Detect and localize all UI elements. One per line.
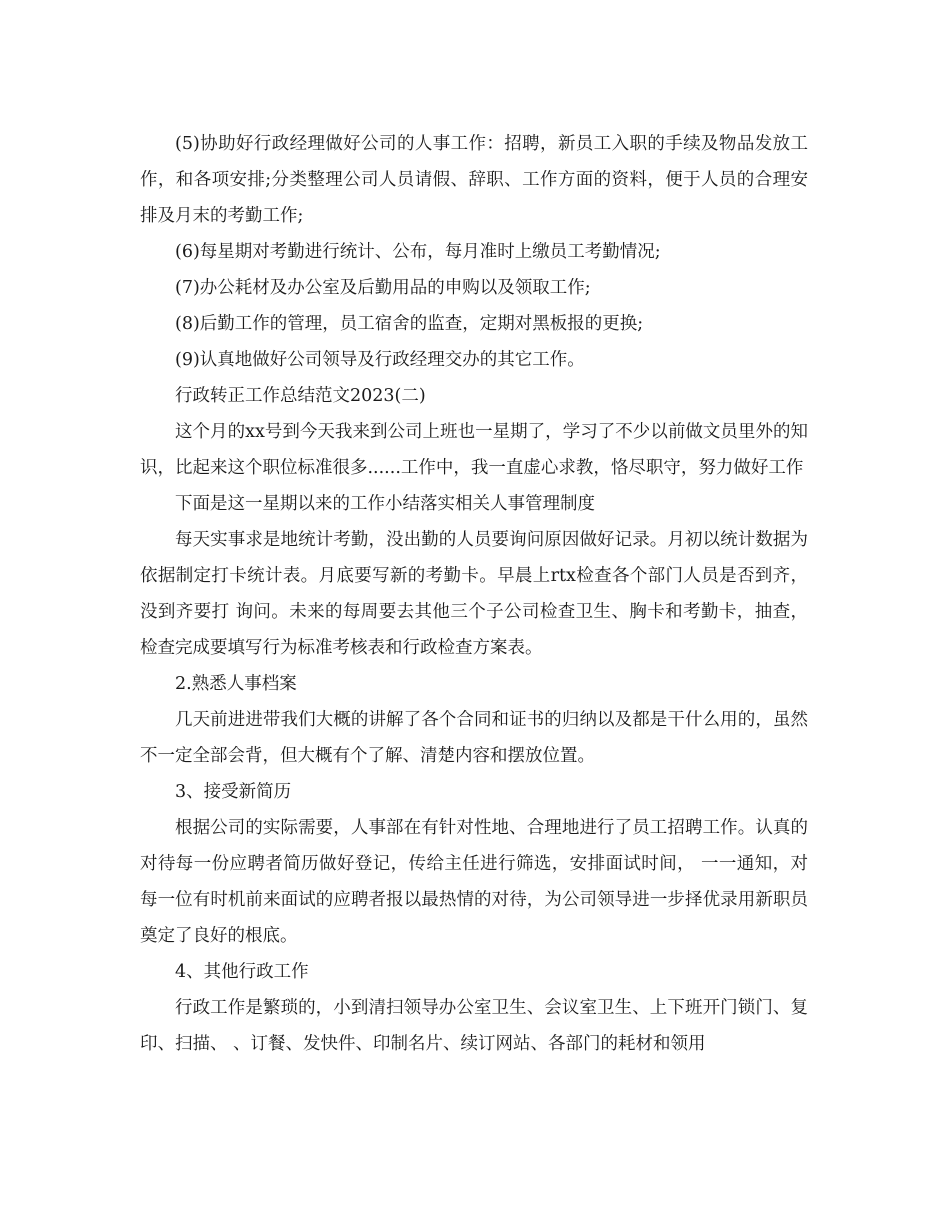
- paragraph-item-6: (6)每星期对考勤进行统计、公布，每月准时上缴员工考勤情况;: [175, 242, 661, 262]
- subheading-personnel-files: 2.熟悉人事档案: [175, 674, 297, 694]
- paragraph-summary-lead: 下面是这一星期以来的工作小结落实相关人事管理制度: [175, 494, 595, 514]
- paragraph-item-7: (7)办公耗材及办公室及后勤用品的申购以及领取工作;: [175, 278, 591, 298]
- paragraph-intro: 这个月的xx号到今天我来到公司上班也一星期了，学习了不少以前做文员里外的知识，比起来这个职位标准很多......工作中，我一直虚心求教，恪尽职守，努力做好工作: [140, 422, 808, 478]
- paragraph-item-5: (5)协助好行政经理做好公司的人事工作：招聘，新员工入职的手续及物品发放工作，和各项安排;分类整理公司人员请假、辞职、工作方面的资料，便于人员的合理安排及月末的考勤工作;: [140, 134, 808, 226]
- subheading-resumes: 3、接受新简历: [175, 782, 292, 802]
- paragraph-item-9: (9)认真地做好公司领导及行政经理交办的其它工作。: [175, 350, 585, 370]
- paragraph-item-8: (8)后勤工作的管理，员工宿舍的监查，定期对黑板报的更换;: [175, 314, 644, 334]
- paragraph-attendance: 每天实事求是地统计考勤，没出勤的人员要询问原因做好记录。月初以统计数据为依据制定打卡统计表。月底要写新的考勤卡。早晨上rtx检查各个部门人员是否到齐，没到齐要打 询问。未来的每周要去其他三个子公司检查卫生、胸卡和考勤卡，抽查，检查完成要填写行为标准考核表和行政检查方案表。: [140, 530, 808, 658]
- paragraph-personnel-files: 几天前进进带我们大概的讲解了各个合同和证书的归纳以及都是干什么用的，虽然不一定全部会背，但大概有个了解、清楚内容和摆放位置。: [140, 710, 808, 766]
- section-heading-two: 行政转正工作总结范文2023(二): [175, 386, 426, 406]
- subheading-other-admin: 4、其他行政工作: [175, 962, 309, 982]
- document-body: [140, 126, 808, 1062]
- paragraph-other-admin: 行政工作是繁琐的，小到清扫领导办公室卫生、会议室卫生、上下班开门锁门、复印、扫描、 、订餐、发快件、印制名片、续订网站、各部门的耗材和领用: [140, 998, 808, 1054]
- paragraph-resumes: 根据公司的实际需要，人事部在有针对性地、合理地进行了员工招聘工作。认真的对待每一份应聘者简历做好登记，传给主任进行筛选，安排面试时间， 一一通知，对每一位有时机前来面试的应聘者报以最热情的对待，为公司领导进一步择优录用新职员奠定了良好的根底。: [140, 818, 808, 946]
